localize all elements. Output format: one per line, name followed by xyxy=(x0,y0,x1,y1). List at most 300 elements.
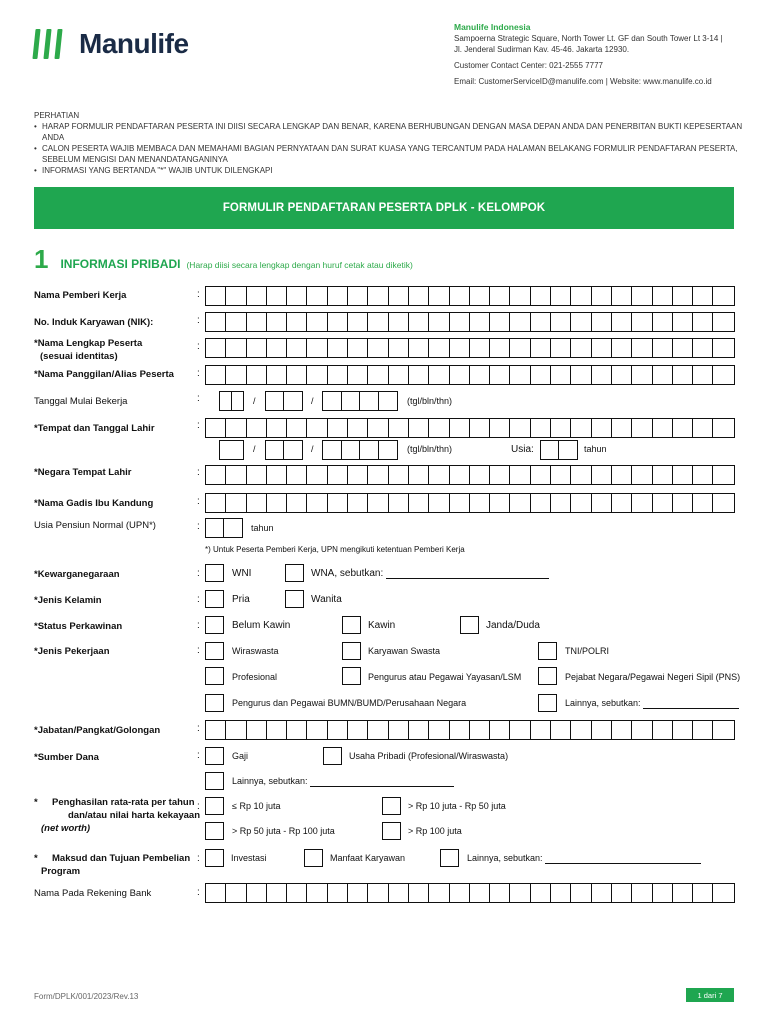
char-cell[interactable] xyxy=(673,366,693,384)
retire-age-field[interactable] xyxy=(205,518,243,538)
char-cell[interactable] xyxy=(551,466,571,484)
char-cell[interactable] xyxy=(653,419,673,437)
char-cell[interactable] xyxy=(429,884,449,902)
char-cell[interactable] xyxy=(470,419,490,437)
char-cell[interactable] xyxy=(348,884,368,902)
char-cell[interactable] xyxy=(551,339,571,357)
char-cell[interactable] xyxy=(287,721,307,739)
char-cell[interactable] xyxy=(510,419,530,437)
char-cell[interactable] xyxy=(551,721,571,739)
char-cell[interactable] xyxy=(348,313,368,331)
occupation-checkbox[interactable] xyxy=(342,642,361,660)
char-cell[interactable] xyxy=(409,884,429,902)
bank-account-name-field[interactable] xyxy=(205,883,735,903)
char-cell[interactable] xyxy=(592,339,612,357)
char-cell[interactable] xyxy=(368,494,388,512)
char-cell[interactable] xyxy=(693,884,713,902)
char-cell[interactable] xyxy=(224,519,242,537)
char-cell[interactable] xyxy=(490,884,510,902)
char-cell[interactable] xyxy=(206,339,226,357)
char-cell[interactable] xyxy=(328,287,348,305)
char-cell[interactable] xyxy=(571,494,591,512)
char-cell[interactable] xyxy=(247,466,267,484)
char-cell[interactable] xyxy=(571,884,591,902)
char-cell[interactable] xyxy=(368,884,388,902)
char-cell[interactable] xyxy=(510,884,530,902)
char-cell[interactable] xyxy=(531,721,551,739)
char-cell[interactable] xyxy=(360,392,379,410)
char-cell[interactable] xyxy=(247,366,267,384)
char-cell[interactable] xyxy=(490,313,510,331)
char-cell[interactable] xyxy=(323,392,342,410)
char-cell[interactable] xyxy=(379,392,398,410)
purpose-checkbox[interactable] xyxy=(440,849,459,867)
char-cell[interactable] xyxy=(693,721,713,739)
char-cell[interactable] xyxy=(450,366,470,384)
income-checkbox[interactable] xyxy=(382,822,401,840)
char-cell[interactable] xyxy=(389,466,409,484)
char-cell[interactable] xyxy=(429,466,449,484)
char-cell[interactable] xyxy=(348,287,368,305)
char-cell[interactable] xyxy=(510,339,530,357)
char-cell[interactable] xyxy=(450,721,470,739)
char-cell[interactable] xyxy=(267,466,287,484)
birth-day-field[interactable] xyxy=(219,440,244,460)
char-cell[interactable] xyxy=(713,339,733,357)
occupation-checkbox[interactable] xyxy=(205,667,224,685)
char-cell[interactable] xyxy=(284,392,302,410)
char-cell[interactable] xyxy=(266,441,284,459)
char-cell[interactable] xyxy=(348,419,368,437)
char-cell[interactable] xyxy=(307,466,327,484)
char-cell[interactable] xyxy=(348,466,368,484)
char-cell[interactable] xyxy=(226,366,246,384)
char-cell[interactable] xyxy=(490,494,510,512)
funds-checkbox[interactable] xyxy=(323,747,342,765)
char-cell[interactable] xyxy=(409,721,429,739)
occupation-checkbox[interactable] xyxy=(205,694,224,712)
occupation-checkbox[interactable] xyxy=(538,642,557,660)
char-cell[interactable] xyxy=(632,419,652,437)
char-cell[interactable] xyxy=(632,313,652,331)
char-cell[interactable] xyxy=(409,419,429,437)
income-checkbox[interactable] xyxy=(382,797,401,815)
age-field[interactable] xyxy=(540,440,578,460)
char-cell[interactable] xyxy=(287,339,307,357)
char-cell[interactable] xyxy=(368,466,388,484)
char-cell[interactable] xyxy=(592,494,612,512)
char-cell[interactable] xyxy=(389,721,409,739)
char-cell[interactable] xyxy=(592,287,612,305)
wna-checkbox[interactable] xyxy=(285,564,304,582)
char-cell[interactable] xyxy=(247,494,267,512)
male-checkbox[interactable] xyxy=(205,590,224,608)
char-cell[interactable] xyxy=(232,392,244,410)
char-cell[interactable] xyxy=(653,287,673,305)
char-cell[interactable] xyxy=(713,721,733,739)
char-cell[interactable] xyxy=(571,287,591,305)
char-cell[interactable] xyxy=(673,419,693,437)
char-cell[interactable] xyxy=(206,884,226,902)
char-cell[interactable] xyxy=(226,466,246,484)
char-cell[interactable] xyxy=(612,419,632,437)
widowed-checkbox[interactable] xyxy=(460,616,479,634)
char-cell[interactable] xyxy=(673,339,693,357)
char-cell[interactable] xyxy=(612,721,632,739)
char-cell[interactable] xyxy=(450,339,470,357)
char-cell[interactable] xyxy=(612,884,632,902)
funds-checkbox[interactable] xyxy=(205,747,224,765)
char-cell[interactable] xyxy=(551,313,571,331)
char-cell[interactable] xyxy=(226,721,246,739)
funds-checkbox[interactable] xyxy=(205,772,224,790)
char-cell[interactable] xyxy=(389,419,409,437)
char-cell[interactable] xyxy=(653,466,673,484)
char-cell[interactable] xyxy=(267,287,287,305)
female-checkbox[interactable] xyxy=(285,590,304,608)
purpose-checkbox[interactable] xyxy=(205,849,224,867)
char-cell[interactable] xyxy=(307,339,327,357)
char-cell[interactable] xyxy=(206,721,226,739)
char-cell[interactable] xyxy=(226,313,246,331)
char-cell[interactable] xyxy=(328,884,348,902)
char-cell[interactable] xyxy=(287,494,307,512)
char-cell[interactable] xyxy=(470,287,490,305)
char-cell[interactable] xyxy=(693,313,713,331)
char-cell[interactable] xyxy=(653,339,673,357)
char-cell[interactable] xyxy=(267,494,287,512)
char-cell[interactable] xyxy=(409,466,429,484)
char-cell[interactable] xyxy=(307,419,327,437)
char-cell[interactable] xyxy=(713,419,733,437)
char-cell[interactable] xyxy=(287,287,307,305)
char-cell[interactable] xyxy=(673,287,693,305)
char-cell[interactable] xyxy=(348,366,368,384)
char-cell[interactable] xyxy=(307,366,327,384)
char-cell[interactable] xyxy=(470,366,490,384)
char-cell[interactable] xyxy=(328,313,348,331)
char-cell[interactable] xyxy=(379,441,398,459)
char-cell[interactable] xyxy=(559,441,577,459)
birth-place-field[interactable] xyxy=(205,418,735,438)
char-cell[interactable] xyxy=(328,494,348,512)
char-cell[interactable] xyxy=(247,313,267,331)
char-cell[interactable] xyxy=(247,419,267,437)
start-year-field[interactable] xyxy=(322,391,398,411)
char-cell[interactable] xyxy=(510,313,530,331)
birth-year-field[interactable] xyxy=(322,440,398,460)
char-cell[interactable] xyxy=(470,721,490,739)
date-format-hint: (tgl/bln/thn) xyxy=(407,444,453,454)
char-cell[interactable] xyxy=(531,466,551,484)
char-cell[interactable] xyxy=(592,884,612,902)
nik-field[interactable] xyxy=(205,312,735,332)
char-cell[interactable] xyxy=(328,721,348,739)
char-cell[interactable] xyxy=(470,466,490,484)
char-cell[interactable] xyxy=(307,884,327,902)
char-cell[interactable] xyxy=(531,419,551,437)
char-cell[interactable] xyxy=(531,287,551,305)
char-cell[interactable] xyxy=(267,339,287,357)
char-cell[interactable] xyxy=(226,494,246,512)
char-cell[interactable] xyxy=(592,313,612,331)
char-cell[interactable] xyxy=(693,366,713,384)
char-cell[interactable] xyxy=(531,884,551,902)
char-cell[interactable] xyxy=(409,494,429,512)
char-cell[interactable] xyxy=(348,721,368,739)
char-cell[interactable] xyxy=(571,313,591,331)
char-cell[interactable] xyxy=(551,366,571,384)
occupation-checkbox[interactable] xyxy=(342,667,361,685)
income-checkbox[interactable] xyxy=(205,822,224,840)
char-cell[interactable] xyxy=(450,313,470,331)
char-cell[interactable] xyxy=(531,313,551,331)
char-cell[interactable] xyxy=(490,366,510,384)
char-cell[interactable] xyxy=(490,721,510,739)
char-cell[interactable] xyxy=(673,494,693,512)
char-cell[interactable] xyxy=(206,466,226,484)
char-cell[interactable] xyxy=(612,339,632,357)
char-cell[interactable] xyxy=(247,339,267,357)
char-cell[interactable] xyxy=(551,419,571,437)
mother-name-field[interactable] xyxy=(205,493,735,513)
char-cell[interactable] xyxy=(470,313,490,331)
char-cell[interactable] xyxy=(267,313,287,331)
char-cell[interactable] xyxy=(592,419,612,437)
char-cell[interactable] xyxy=(206,419,226,437)
char-cell[interactable] xyxy=(490,419,510,437)
char-cell[interactable] xyxy=(389,287,409,305)
char-cell[interactable] xyxy=(247,884,267,902)
fullname-field[interactable] xyxy=(205,338,735,358)
char-cell[interactable] xyxy=(323,441,342,459)
start-day-field[interactable] xyxy=(219,391,244,411)
char-cell[interactable] xyxy=(551,287,571,305)
char-cell[interactable] xyxy=(429,287,449,305)
char-cell[interactable] xyxy=(226,339,246,357)
position-field[interactable] xyxy=(205,720,735,740)
purpose-checkbox[interactable] xyxy=(304,849,323,867)
char-cell[interactable] xyxy=(429,313,449,331)
char-cell[interactable] xyxy=(226,287,246,305)
char-cell[interactable] xyxy=(571,339,591,357)
char-cell[interactable] xyxy=(360,441,379,459)
char-cell[interactable] xyxy=(612,287,632,305)
char-cell[interactable] xyxy=(612,466,632,484)
char-cell[interactable] xyxy=(673,721,693,739)
char-cell[interactable] xyxy=(632,339,652,357)
char-cell[interactable] xyxy=(571,366,591,384)
birth-month-field[interactable] xyxy=(265,440,303,460)
char-cell[interactable] xyxy=(342,392,361,410)
nickname-field[interactable] xyxy=(205,365,735,385)
start-month-field[interactable] xyxy=(265,391,303,411)
char-cell[interactable] xyxy=(389,494,409,512)
bank-name-label: Nama Pada Rekening Bank xyxy=(34,888,152,899)
char-cell[interactable] xyxy=(284,441,302,459)
char-cell[interactable] xyxy=(429,419,449,437)
char-cell[interactable] xyxy=(287,366,307,384)
occupation-other-option: Lainnya, sebutkan: xyxy=(565,698,739,709)
char-cell[interactable] xyxy=(632,721,652,739)
char-cell[interactable] xyxy=(612,494,632,512)
char-cell[interactable] xyxy=(592,466,612,484)
income-checkbox[interactable] xyxy=(205,797,224,815)
char-cell[interactable] xyxy=(450,466,470,484)
char-cell[interactable] xyxy=(409,313,429,331)
char-cell[interactable] xyxy=(267,884,287,902)
char-cell[interactable] xyxy=(673,884,693,902)
char-cell[interactable] xyxy=(510,494,530,512)
char-cell[interactable] xyxy=(551,884,571,902)
char-cell[interactable] xyxy=(409,287,429,305)
char-cell[interactable] xyxy=(287,313,307,331)
char-cell[interactable] xyxy=(632,366,652,384)
char-cell[interactable] xyxy=(328,419,348,437)
occupation-option: Wiraswasta xyxy=(232,646,279,656)
char-cell[interactable] xyxy=(693,466,713,484)
char-cell[interactable] xyxy=(693,287,713,305)
char-cell[interactable] xyxy=(713,366,733,384)
char-cell[interactable] xyxy=(389,366,409,384)
char-cell[interactable] xyxy=(713,287,733,305)
char-cell[interactable] xyxy=(226,884,246,902)
char-cell[interactable] xyxy=(389,313,409,331)
char-cell[interactable] xyxy=(307,313,327,331)
char-cell[interactable] xyxy=(267,419,287,437)
char-cell[interactable] xyxy=(409,366,429,384)
char-cell[interactable] xyxy=(267,721,287,739)
char-cell[interactable] xyxy=(342,441,361,459)
char-cell[interactable] xyxy=(653,366,673,384)
char-cell[interactable] xyxy=(266,392,284,410)
char-cell[interactable] xyxy=(713,313,733,331)
char-cell[interactable] xyxy=(389,339,409,357)
char-cell[interactable] xyxy=(287,419,307,437)
char-cell[interactable] xyxy=(368,339,388,357)
char-cell[interactable] xyxy=(220,392,232,410)
char-cell[interactable] xyxy=(531,494,551,512)
char-cell[interactable] xyxy=(206,366,226,384)
char-cell[interactable] xyxy=(450,884,470,902)
occupation-checkbox[interactable] xyxy=(538,667,557,685)
char-cell[interactable] xyxy=(490,339,510,357)
char-cell[interactable] xyxy=(220,441,243,459)
char-cell[interactable] xyxy=(348,339,368,357)
char-cell[interactable] xyxy=(450,419,470,437)
char-cell[interactable] xyxy=(541,441,559,459)
char-cell[interactable] xyxy=(307,721,327,739)
char-cell[interactable] xyxy=(571,721,591,739)
char-cell[interactable] xyxy=(206,287,226,305)
char-cell[interactable] xyxy=(368,287,388,305)
occupation-checkbox[interactable] xyxy=(205,642,224,660)
char-cell[interactable] xyxy=(693,494,713,512)
wni-checkbox[interactable] xyxy=(205,564,224,582)
char-cell[interactable] xyxy=(490,287,510,305)
char-cell[interactable] xyxy=(450,287,470,305)
char-cell[interactable] xyxy=(206,519,224,537)
char-cell[interactable] xyxy=(510,721,530,739)
char-cell[interactable] xyxy=(612,366,632,384)
char-cell[interactable] xyxy=(653,721,673,739)
char-cell[interactable] xyxy=(510,366,530,384)
char-cell[interactable] xyxy=(328,466,348,484)
char-cell[interactable] xyxy=(531,339,551,357)
char-cell[interactable] xyxy=(429,339,449,357)
char-cell[interactable] xyxy=(653,494,673,512)
char-cell[interactable] xyxy=(389,884,409,902)
char-cell[interactable] xyxy=(429,494,449,512)
char-cell[interactable] xyxy=(429,366,449,384)
char-cell[interactable] xyxy=(531,366,551,384)
char-cell[interactable] xyxy=(632,494,652,512)
married-checkbox[interactable] xyxy=(342,616,361,634)
char-cell[interactable] xyxy=(510,287,530,305)
char-cell[interactable] xyxy=(693,339,713,357)
char-cell[interactable] xyxy=(510,466,530,484)
char-cell[interactable] xyxy=(226,419,246,437)
char-cell[interactable] xyxy=(450,494,470,512)
occupation-checkbox[interactable] xyxy=(538,694,557,712)
char-cell[interactable] xyxy=(612,313,632,331)
char-cell[interactable] xyxy=(287,884,307,902)
char-cell[interactable] xyxy=(490,466,510,484)
char-cell[interactable] xyxy=(328,366,348,384)
single-checkbox[interactable] xyxy=(205,616,224,634)
char-cell[interactable] xyxy=(632,287,652,305)
char-cell[interactable] xyxy=(551,494,571,512)
char-cell[interactable] xyxy=(571,419,591,437)
char-cell[interactable] xyxy=(673,313,693,331)
char-cell[interactable] xyxy=(713,494,733,512)
char-cell[interactable] xyxy=(713,884,733,902)
char-cell[interactable] xyxy=(247,287,267,305)
char-cell[interactable] xyxy=(368,366,388,384)
char-cell[interactable] xyxy=(368,313,388,331)
char-cell[interactable] xyxy=(713,466,733,484)
birth-country-field[interactable] xyxy=(205,465,735,485)
char-cell[interactable] xyxy=(653,884,673,902)
char-cell[interactable] xyxy=(571,466,591,484)
char-cell[interactable] xyxy=(328,339,348,357)
char-cell[interactable] xyxy=(592,366,612,384)
char-cell[interactable] xyxy=(673,466,693,484)
char-cell[interactable] xyxy=(307,287,327,305)
employer-name-field[interactable] xyxy=(205,286,735,306)
char-cell[interactable] xyxy=(632,884,652,902)
char-cell[interactable] xyxy=(247,721,267,739)
char-cell[interactable] xyxy=(470,884,490,902)
char-cell[interactable] xyxy=(368,721,388,739)
char-cell[interactable] xyxy=(206,494,226,512)
char-cell[interactable] xyxy=(429,721,449,739)
char-cell[interactable] xyxy=(632,466,652,484)
char-cell[interactable] xyxy=(368,419,388,437)
char-cell[interactable] xyxy=(307,494,327,512)
char-cell[interactable] xyxy=(287,466,307,484)
char-cell[interactable] xyxy=(592,721,612,739)
char-cell[interactable] xyxy=(267,366,287,384)
char-cell[interactable] xyxy=(693,419,713,437)
char-cell[interactable] xyxy=(206,313,226,331)
occupation-option: TNI/POLRI xyxy=(565,646,610,656)
char-cell[interactable] xyxy=(348,494,368,512)
char-cell[interactable] xyxy=(470,339,490,357)
char-cell[interactable] xyxy=(470,494,490,512)
char-cell[interactable] xyxy=(409,339,429,357)
char-cell[interactable] xyxy=(653,313,673,331)
